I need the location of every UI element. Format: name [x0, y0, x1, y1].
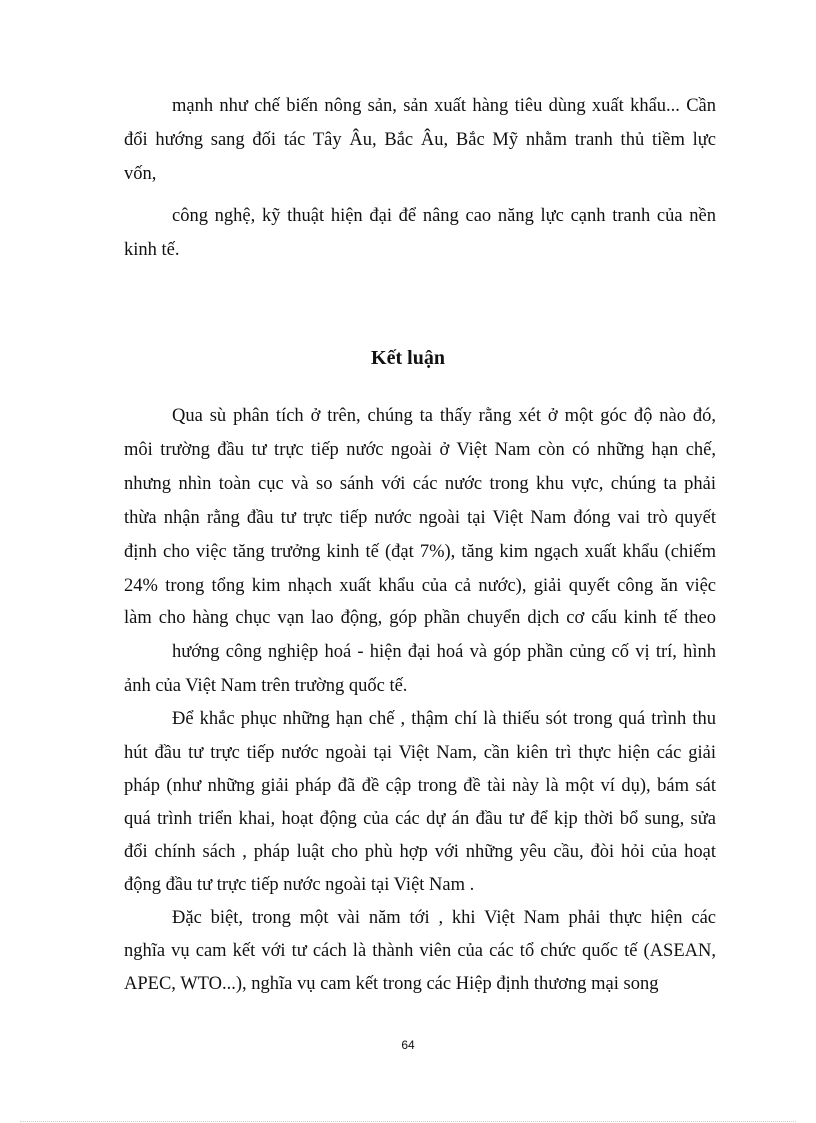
text-line: đổi hướng sang đối tác Tây Âu, Bắc Âu, Bắc Mỹ nhằm tranh thủ tiềm lực [124, 130, 716, 150]
text-line: hút đầu tư trực tiếp nước ngoài tại Việt Nam, cần kiên trì thực hiện các giải [124, 743, 716, 763]
text-line: APEC, WTO...), nghĩa vụ cam kết trong các Hiệp định thương mại song [124, 974, 659, 994]
text-line: quá trình triển khai, hoạt động của các dự án đầu tư để kịp thời bổ sung, sửa [124, 809, 716, 829]
text-line: nhưng nhìn toàn cục và so sánh với các nước trong khu vực, chúng ta phải [124, 474, 716, 494]
text-line: thừa nhận rằng đầu tư trực tiếp nước ngoài tại Việt Nam đóng vai trò quyết [124, 508, 716, 528]
text-line: định cho việc tăng trưởng kinh tế (đạt 7%), tăng kim ngạch xuất khẩu (chiếm [124, 542, 716, 562]
text-line: Để khắc phục những hạn chế , thậm chí là thiếu sót trong quá trình thu [172, 709, 716, 729]
text-line: nghĩa vụ cam kết với tư cách là thành viên của các tổ chức quốc tế (ASEAN, [124, 941, 716, 961]
text-line: Đặc biệt, trong một vài năm tới , khi Việt Nam phải thực hiện các [172, 908, 716, 928]
page-bottom-rule [20, 1121, 796, 1122]
text-line: môi trường đầu tư trực tiếp nước ngoài ở Việt Nam còn có những hạn chế, [124, 440, 716, 460]
text-line: mạnh như chế biến nông sản, sản xuất hàng tiêu dùng xuất khẩu... Cần [172, 96, 716, 116]
text-line: hướng công nghiệp hoá - hiện đại hoá và góp phần củng cố vị trí, hình [172, 642, 716, 662]
text-line: đổi chính sách , pháp luật cho phù hợp với những yêu cầu, đòi hỏi của hoạt [124, 842, 716, 862]
text-line: pháp (như những giải pháp đã đề cập trong đề tài này là một ví dụ), bám sát [124, 776, 716, 796]
text-line: Qua sù phân tích ở trên, chúng ta thấy rằng xét ở một góc độ nào đó, [172, 406, 716, 426]
text-line: làm cho hàng chục vạn lao động, góp phần chuyển dịch cơ cấu kinh tế theo [124, 608, 716, 628]
text-line: 24% trong tổng kim nhạch xuất khẩu của cả nước), giải quyết công ăn việc [124, 576, 716, 596]
text-line: công nghệ, kỹ thuật hiện đại để nâng cao năng lực cạnh tranh của nền [172, 206, 716, 226]
text-line: vốn, [124, 164, 157, 184]
text-line: động đầu tư trực tiếp nước ngoài tại Việt Nam . [124, 875, 475, 895]
page-number: 64 [401, 1038, 415, 1052]
section-heading: Kết luận [371, 347, 445, 369]
text-line: ảnh của Việt Nam trên trường quốc tế. [124, 676, 408, 696]
text-line: kinh tế. [124, 240, 180, 260]
